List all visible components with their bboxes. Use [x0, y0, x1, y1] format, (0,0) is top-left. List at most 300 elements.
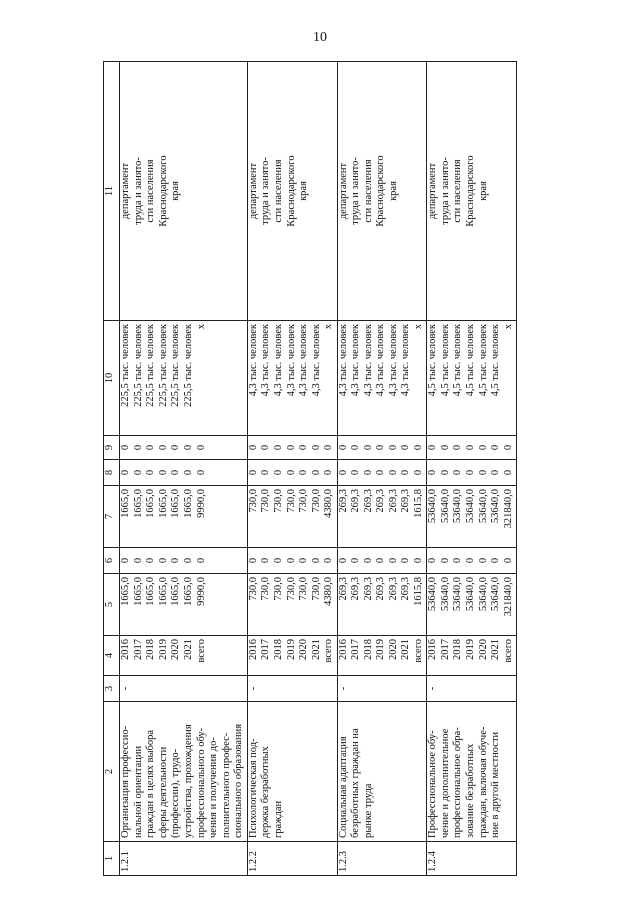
column-header-11: 11 [104, 62, 120, 321]
result-indicator-value: 225,5 тыс. человек [182, 324, 194, 407]
column-8-value-value: 0 [298, 469, 310, 476]
column-6-value-value: 0 [465, 557, 477, 564]
column-6-value-value: 0 [132, 557, 144, 564]
column-header-6: 6 [104, 548, 120, 574]
column-6-value-value: 0 [375, 557, 387, 564]
column-6-value-value: 0 [323, 557, 335, 564]
column-7-value-value: 269,3 [350, 489, 362, 513]
total-amount-value: 1665,0 [132, 577, 144, 606]
column-8-value-value: 0 [465, 469, 477, 476]
column-9-value-value: 0 [323, 444, 335, 451]
year-cell-value: 2016 [120, 639, 131, 660]
column-8-value-value: 0 [413, 469, 425, 476]
year-cell-value: 2017 [350, 639, 362, 660]
column-3-value: - [427, 676, 517, 702]
program-measures-table [103, 61, 517, 876]
result-indicator [120, 321, 248, 436]
column-8-value-value: 0 [157, 469, 169, 476]
column-6-value-value: 0 [413, 557, 425, 564]
column-8-value-value: 0 [195, 469, 207, 476]
year-cell [120, 636, 248, 676]
column-9-value-value: 0 [145, 444, 157, 451]
column-9-value-value: 0 [170, 444, 182, 451]
column-7-value-value: 4380,0 [323, 489, 335, 518]
responsible-executor-value: Краснодарского [285, 155, 297, 227]
result-indicator-value: 4,3 тыс. человек [260, 324, 272, 397]
responsible-executor-value: департамент [120, 162, 131, 220]
column-header-9: 9 [104, 436, 120, 460]
year-cell-value: 2021 [490, 639, 502, 660]
column-9-value-value: 0 [413, 444, 425, 451]
column-header-10: 10 [104, 321, 120, 436]
column-9-value-value: 0 [375, 444, 387, 451]
column-3-value: - [120, 676, 248, 702]
measure-name-value: профессиональное обра- [452, 727, 464, 838]
column-7-value-value: 53640,0 [490, 489, 502, 524]
column-8-value-value: 0 [285, 469, 297, 476]
column-7-value [247, 486, 337, 548]
column-9-value-value: 0 [350, 444, 362, 451]
column-9-value [427, 436, 517, 460]
measure-name-value: чение и дополнительное [439, 728, 451, 838]
column-6-value-value: 0 [298, 557, 310, 564]
column-7-value-value: 9990,0 [195, 489, 207, 518]
column-9-value-value: 0 [452, 444, 464, 451]
column-6-value-value: 0 [145, 557, 157, 564]
column-8-value-value: 0 [310, 469, 322, 476]
total-amount-value: 1665,0 [182, 577, 194, 606]
year-cell-value: 2019 [465, 639, 477, 660]
table-row [337, 62, 427, 876]
column-7-value-value: 269,3 [362, 489, 374, 513]
responsible-executor-value: труда и занято- [132, 157, 144, 225]
column-8-value-value: 0 [350, 469, 362, 476]
year-cell-value: 2016 [337, 639, 349, 660]
year-cell-value: 2018 [145, 639, 157, 660]
total-amount-value: 1665,0 [145, 577, 157, 606]
result-indicator-value: х [323, 324, 335, 330]
column-8-value-value: 0 [502, 469, 514, 476]
result-indicator-value: 4,3 тыс. человек [298, 324, 310, 397]
measure-name-value: нальной ориентации [132, 745, 144, 838]
total-amount-value: 1665,0 [120, 577, 131, 606]
total-amount-value: 269,3 [362, 577, 374, 601]
item-number: 1.2.3 [337, 842, 427, 876]
column-7-value-value: 1665,0 [157, 489, 169, 518]
measure-name-value: сферы деятельности [157, 746, 169, 838]
column-header-3: 3 [104, 676, 120, 702]
column-7-value-value: 53640,0 [477, 489, 489, 524]
column-9-value-value: 0 [132, 444, 144, 451]
measure-name-value: сионального образования [233, 723, 245, 838]
year-cell-value: 2019 [157, 639, 169, 660]
item-number: 1.2.2 [247, 842, 337, 876]
total-amount-value: 4380,0 [323, 577, 335, 606]
measure-name-value: безработных граждан на [350, 728, 362, 838]
column-9-value-value: 0 [272, 444, 284, 451]
column-8-value-value: 0 [439, 469, 451, 476]
result-indicator-value: 4,5 тыс. человек [452, 324, 464, 397]
measure-name-value: полнительного профес- [220, 732, 232, 838]
result-indicator-value: 225,5 тыс. человек [145, 324, 157, 407]
column-8-value-value: 0 [375, 469, 387, 476]
total-amount-value: 53640,0 [427, 577, 439, 612]
result-indicator-value: 4,3 тыс. человек [272, 324, 284, 397]
total-amount [247, 574, 337, 636]
column-8-value-value: 0 [260, 469, 272, 476]
column-9-value-value: 0 [477, 444, 489, 451]
measure-name-value: Организация профессио- [120, 725, 131, 838]
item-number: 1.2.1 [120, 842, 248, 876]
year-cell-value: 2018 [452, 639, 464, 660]
column-header-7: 7 [104, 486, 120, 548]
column-7-value-value: 1665,0 [132, 489, 144, 518]
column-7-value-value: 1665,0 [170, 489, 182, 518]
column-header-2: 2 [104, 702, 120, 842]
year-cell-value: 2020 [477, 639, 489, 660]
measure-name-value: Профессиональное обу- [427, 730, 439, 838]
column-8-value-value: 0 [132, 469, 144, 476]
result-indicator-value: 4,3 тыс. человек [337, 324, 349, 397]
column-6-value-value: 0 [362, 557, 374, 564]
responsible-executor [247, 62, 337, 321]
column-3-value: - [337, 676, 427, 702]
responsible-executor-value: сти населения [452, 159, 464, 223]
column-6-value-value: 0 [439, 557, 451, 564]
column-9-value-value: 0 [157, 444, 169, 451]
total-amount-value: 730,0 [298, 577, 310, 601]
item-number: 1.2.4 [427, 842, 517, 876]
column-6-value-value: 0 [157, 557, 169, 564]
result-indicator-value: 225,5 тыс. человек [120, 324, 131, 407]
responsible-executor-value: Краснодарского [375, 155, 387, 227]
column-7-value-value: 269,3 [400, 489, 412, 513]
column-8-value [247, 460, 337, 486]
column-9-value-value: 0 [120, 444, 131, 451]
responsible-executor [337, 62, 427, 321]
responsible-executor-value: Краснодарского [465, 155, 477, 227]
column-8-value-value: 0 [400, 469, 412, 476]
column-8-value-value: 0 [145, 469, 157, 476]
year-cell-value: 2016 [427, 639, 439, 660]
measure-name-value: граждан, включая обуче- [477, 726, 489, 838]
year-cell-value: всего [413, 639, 425, 663]
column-8-value-value: 0 [272, 469, 284, 476]
table-row [247, 62, 337, 876]
column-9-value-value: 0 [182, 444, 194, 451]
responsible-executor-value: департамент [247, 162, 259, 220]
column-9-value-value: 0 [427, 444, 439, 451]
measure-name-value: рынке труда [362, 783, 374, 838]
table-row [120, 62, 248, 876]
year-cell-value: всего [195, 639, 207, 663]
result-indicator-value: х [195, 324, 207, 330]
total-amount-value: 269,3 [400, 577, 412, 601]
column-8-value [427, 460, 517, 486]
column-7-value-value: 1615,8 [413, 489, 425, 518]
result-indicator-value: 225,5 тыс. человек [170, 324, 182, 407]
column-9-value-value: 0 [285, 444, 297, 451]
column-9-value [247, 436, 337, 460]
result-indicator-value: 4,3 тыс. человек [350, 324, 362, 397]
result-indicator [247, 321, 337, 436]
column-header-8: 8 [104, 460, 120, 486]
result-indicator [427, 321, 517, 436]
column-7-value-value: 53640,0 [452, 489, 464, 524]
result-indicator-value: 4,3 тыс. человек [387, 324, 399, 397]
responsible-executor-value: департамент [427, 162, 439, 220]
column-header-4: 4 [104, 636, 120, 676]
total-amount-value: 53640,0 [477, 577, 489, 612]
column-8-value-value: 0 [170, 469, 182, 476]
column-6-value-value: 0 [247, 557, 259, 564]
column-8-value-value: 0 [387, 469, 399, 476]
measure-name-value: граждан [272, 800, 284, 838]
responsible-executor-value: труда и занято- [350, 157, 362, 225]
column-7-value-value: 269,3 [375, 489, 387, 513]
column-9-value-value: 0 [310, 444, 322, 451]
year-cell-value: 2016 [247, 639, 259, 660]
column-6-value-value: 0 [285, 557, 297, 564]
column-9-value-value: 0 [337, 444, 349, 451]
column-9-value-value: 0 [490, 444, 502, 451]
column-7-value-value: 1665,0 [120, 489, 131, 518]
total-amount-value: 53640,0 [490, 577, 502, 612]
column-8-value-value: 0 [120, 469, 131, 476]
rotated-table-container [103, 61, 517, 876]
column-9-value [120, 436, 248, 460]
year-cell-value: всего [502, 639, 514, 663]
column-8-value-value: 0 [490, 469, 502, 476]
column-6-value-value: 0 [272, 557, 284, 564]
measure-name [337, 702, 427, 842]
result-indicator-value: 4,3 тыс. человек [310, 324, 322, 397]
measure-name-value: Социальная адаптация [337, 736, 349, 838]
column-9-value-value: 0 [400, 444, 412, 451]
column-6-value-value: 0 [427, 557, 439, 564]
measure-name-value: держка безработных [260, 746, 272, 838]
result-indicator-value: х [502, 324, 514, 330]
total-amount-value: 269,3 [337, 577, 349, 601]
total-amount-value: 730,0 [247, 577, 259, 601]
column-7-value-value: 730,0 [310, 489, 322, 513]
year-cell-value: 2021 [400, 639, 412, 660]
total-amount-value: 1665,0 [157, 577, 169, 606]
column-9-value-value: 0 [362, 444, 374, 451]
column-8-value [337, 460, 427, 486]
year-cell-value: 2021 [182, 639, 194, 660]
result-indicator-value: 4,5 тыс. человек [477, 324, 489, 397]
total-amount-value: 269,3 [350, 577, 362, 601]
year-cell-value: 2018 [362, 639, 374, 660]
total-amount-value: 321840,0 [502, 577, 514, 617]
total-amount-value: 730,0 [310, 577, 322, 601]
column-7-value-value: 730,0 [298, 489, 310, 513]
responsible-executor [120, 62, 248, 321]
column-6-value [337, 548, 427, 574]
column-6-value-value: 0 [350, 557, 362, 564]
result-indicator-value: х [413, 324, 425, 330]
responsible-executor [427, 62, 517, 321]
column-6-value [120, 548, 248, 574]
total-amount-value: 9990,0 [195, 577, 207, 606]
column-9-value-value: 0 [465, 444, 477, 451]
column-7-value-value: 730,0 [247, 489, 259, 513]
column-9-value [337, 436, 427, 460]
total-amount-value: 53640,0 [439, 577, 451, 612]
column-3-value: - [247, 676, 337, 702]
column-7-value-value: 1665,0 [145, 489, 157, 518]
year-cell-value: 2020 [298, 639, 310, 660]
year-cell-value: 2017 [132, 639, 144, 660]
column-6-value-value: 0 [452, 557, 464, 564]
responsible-executor-value: края [170, 181, 182, 201]
column-9-value-value: 0 [439, 444, 451, 451]
column-8-value-value: 0 [362, 469, 374, 476]
column-6-value-value: 0 [337, 557, 349, 564]
measure-name-value: (профессии), трудо- [170, 748, 182, 838]
result-indicator-value: 4,3 тыс. человек [285, 324, 297, 397]
column-9-value-value: 0 [387, 444, 399, 451]
column-9-value-value: 0 [247, 444, 259, 451]
year-cell-value: 2020 [387, 639, 399, 660]
column-7-value-value: 1665,0 [182, 489, 194, 518]
total-amount-value: 1615,8 [413, 577, 425, 606]
result-indicator-value: 4,5 тыс. человек [439, 324, 451, 397]
total-amount-value: 269,3 [375, 577, 387, 601]
column-6-value-value: 0 [490, 557, 502, 564]
column-9-value-value: 0 [298, 444, 310, 451]
measure-name-value: граждан в целях выбора [145, 729, 157, 838]
column-9-value-value: 0 [195, 444, 207, 451]
column-7-value [337, 486, 427, 548]
result-indicator-value: 4,3 тыс. человек [362, 324, 374, 397]
column-8-value-value: 0 [323, 469, 335, 476]
total-amount [427, 574, 517, 636]
responsible-executor-value: сти населения [145, 159, 157, 223]
column-7-value-value: 730,0 [272, 489, 284, 513]
responsible-executor-value: сти населения [362, 159, 374, 223]
year-cell-value: всего [323, 639, 335, 663]
result-indicator-value: 4,5 тыс. человек [490, 324, 502, 397]
year-cell [427, 636, 517, 676]
responsible-executor-value: департамент [337, 162, 349, 220]
total-amount-value: 53640,0 [452, 577, 464, 612]
year-cell-value: 2017 [260, 639, 272, 660]
column-6-value [427, 548, 517, 574]
measure-name [247, 702, 337, 842]
responsible-executor-value: края [387, 181, 399, 201]
responsible-executor-value: края [298, 181, 310, 201]
column-9-value-value: 0 [502, 444, 514, 451]
year-cell-value: 2019 [375, 639, 387, 660]
year-cell-value: 2018 [272, 639, 284, 660]
column-7-value [427, 486, 517, 548]
page-number: 10 [313, 30, 327, 45]
measure-name-value: зование безработных [465, 743, 477, 838]
total-amount-value: 53640,0 [465, 577, 477, 612]
measure-name [120, 702, 248, 842]
result-indicator-value: 4,3 тыс. человек [375, 324, 387, 397]
year-cell-value: 2021 [310, 639, 322, 660]
total-amount [120, 574, 248, 636]
measure-name [427, 702, 517, 842]
total-amount-value: 730,0 [285, 577, 297, 601]
column-7-value-value: 269,3 [337, 489, 349, 513]
measure-name-value: ние в другой местности [490, 731, 502, 838]
column-7-value-value: 730,0 [285, 489, 297, 513]
column-8-value-value: 0 [182, 469, 194, 476]
total-amount-value: 1665,0 [170, 577, 182, 606]
year-cell-value: 2019 [285, 639, 297, 660]
column-7-value-value: 53640,0 [465, 489, 477, 524]
responsible-executor-value: края [477, 181, 489, 201]
total-amount [337, 574, 427, 636]
total-amount-value: 730,0 [272, 577, 284, 601]
column-6-value-value: 0 [182, 557, 194, 564]
column-7-value-value: 53640,0 [427, 489, 439, 524]
column-6-value-value: 0 [310, 557, 322, 564]
column-header-1: 1 [104, 842, 120, 876]
year-cell-value: 2020 [170, 639, 182, 660]
column-8-value-value: 0 [477, 469, 489, 476]
measure-name-value: Психологическая под- [247, 738, 259, 838]
column-7-value-value: 269,3 [387, 489, 399, 513]
column-6-value-value: 0 [120, 557, 131, 564]
table-row [427, 62, 517, 876]
result-indicator-value: 4,3 тыс. человек [247, 324, 259, 397]
year-cell-value: 2017 [439, 639, 451, 660]
column-7-value-value: 53640,0 [439, 489, 451, 524]
column-6-value-value: 0 [477, 557, 489, 564]
column-7-value-value: 730,0 [260, 489, 272, 513]
column-8-value-value: 0 [452, 469, 464, 476]
result-indicator-value: 4,3 тыс. человек [400, 324, 412, 397]
column-8-value-value: 0 [337, 469, 349, 476]
responsible-executor-value: труда и занято- [439, 157, 451, 225]
column-6-value-value: 0 [387, 557, 399, 564]
responsible-executor-value: Краснодарского [157, 155, 169, 227]
column-6-value-value: 0 [400, 557, 412, 564]
column-6-value-value: 0 [170, 557, 182, 564]
year-cell [337, 636, 427, 676]
column-9-value-value: 0 [260, 444, 272, 451]
column-8-value-value: 0 [427, 469, 439, 476]
result-indicator-value: 225,5 тыс. человек [132, 324, 144, 407]
column-6-value-value: 0 [260, 557, 272, 564]
result-indicator-value: 4,5 тыс. человек [465, 324, 477, 397]
result-indicator-value: 4,5 тыс. человек [427, 324, 439, 397]
result-indicator [337, 321, 427, 436]
column-7-value-value: 321840,0 [502, 489, 514, 529]
column-6-value-value: 0 [502, 557, 514, 564]
result-indicator-value: 225,5 тыс. человек [157, 324, 169, 407]
column-6-value [247, 548, 337, 574]
column-8-value [120, 460, 248, 486]
column-8-value-value: 0 [247, 469, 259, 476]
responsible-executor-value: труда и занято- [260, 157, 272, 225]
measure-name-value: чения и получения до- [208, 737, 220, 838]
measure-name-value: профессионального обу- [195, 727, 207, 838]
column-7-value [120, 486, 248, 548]
header-row [104, 62, 120, 876]
year-cell [247, 636, 337, 676]
total-amount-value: 269,3 [387, 577, 399, 601]
total-amount-value: 730,0 [260, 577, 272, 601]
responsible-executor-value: сти населения [272, 159, 284, 223]
column-header-5: 5 [104, 574, 120, 636]
column-6-value-value: 0 [195, 557, 207, 564]
